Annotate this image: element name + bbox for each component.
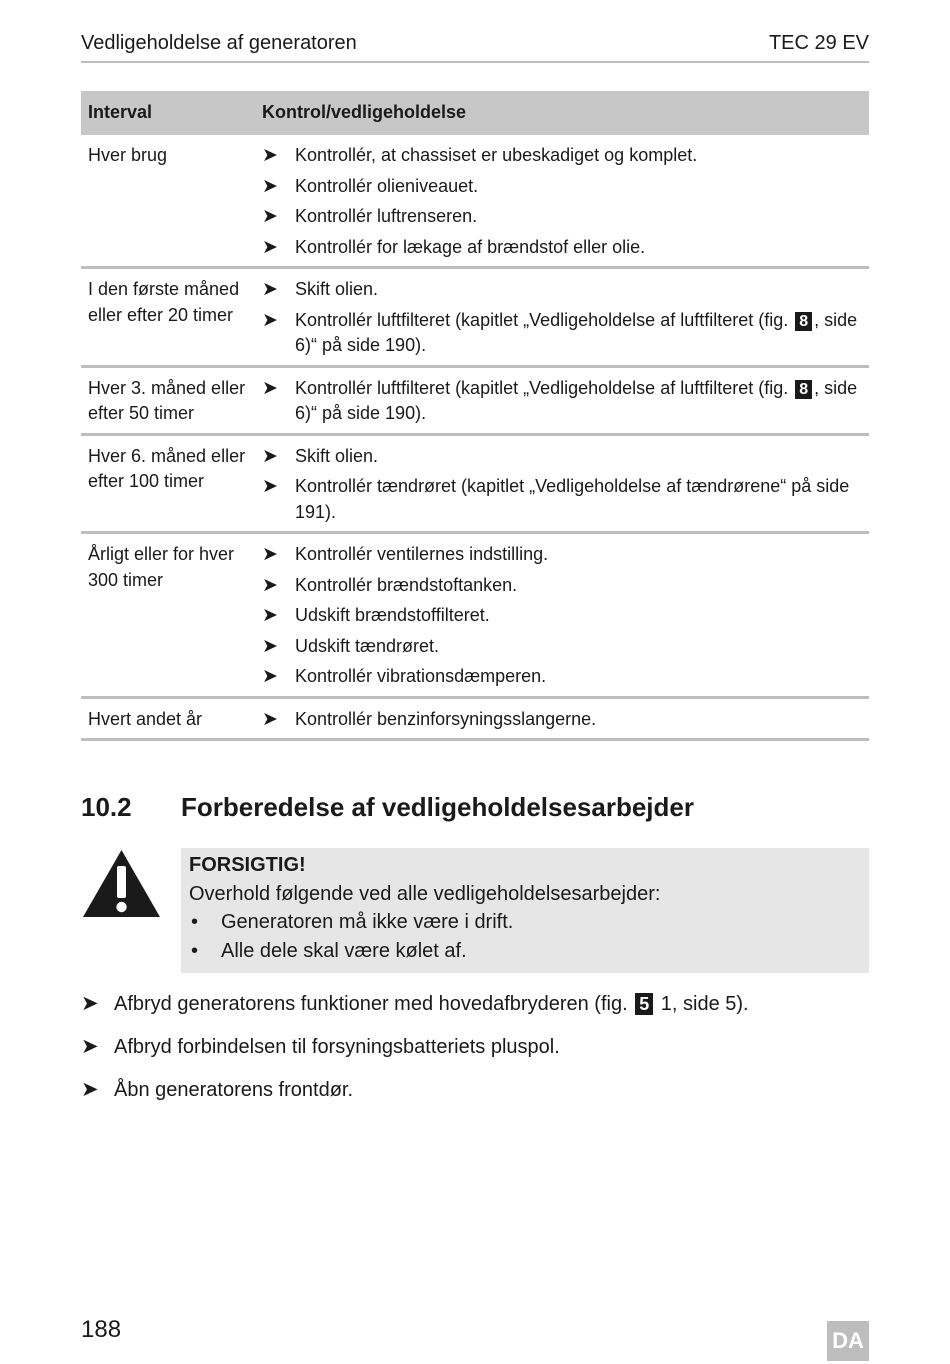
action-text: Kontrollér brændstoftanken.	[295, 574, 518, 595]
action-text: Skift olien.	[295, 445, 379, 466]
arrow-icon: ➤	[262, 605, 278, 626]
arrow-icon: ➤	[262, 279, 278, 300]
table-row	[81, 268, 869, 367]
arrow-icon: ➤	[262, 635, 278, 657]
action-cell	[248, 366, 869, 434]
arrow-icon: ➤	[262, 666, 278, 687]
action-text-continued: , side 6)“ på side 190).	[295, 377, 858, 423]
interval-cell: Hver 6. måned eller efter 100 timer	[81, 434, 248, 533]
action-text-continued: , side 6)“ på side 190).	[295, 309, 858, 355]
caution-bullet-text: Generatoren må ikke være i drift.	[221, 911, 514, 933]
action-cell	[248, 135, 869, 268]
action-item	[262, 174, 869, 200]
interval-cell: I den første måned eller efter 20 timer	[81, 268, 248, 367]
caution-title: FORSIGTIG!	[189, 854, 306, 876]
maintenance-table	[81, 91, 869, 741]
interval-cell: Hvert andet år	[81, 697, 248, 740]
column-header-action: Kontrol/vedligeholdelse	[248, 91, 869, 135]
page-number: 188	[81, 1316, 122, 1343]
language-badge: DA	[827, 1321, 869, 1361]
action-item	[262, 308, 869, 359]
action-item	[262, 707, 869, 733]
step-text: Afbryd forbindelsen til forsyningsbatteriets pluspol.	[114, 1036, 560, 1058]
step-item	[81, 1033, 869, 1076]
action-text: Kontrollér luftfilteret (kapitlet „Vedligeholdelse af luftfilteret (fig.	[295, 377, 794, 398]
arrow-icon: ➤	[81, 1035, 99, 1058]
action-list	[262, 707, 869, 733]
arrow-icon: ➤	[262, 708, 278, 730]
action-text: Kontrollér olieniveauet.	[295, 175, 479, 196]
step-item	[81, 1076, 869, 1119]
step-text: Afbryd generatorens funktioner med hovedafbryderen (fig.	[114, 993, 634, 1015]
section-title: Forberedelse af vedligeholdelsesarbejder	[181, 792, 694, 822]
caution-list	[189, 908, 869, 965]
arrow-icon: ➤	[262, 445, 278, 467]
page-header	[81, 30, 869, 63]
arrow-icon: ➤	[262, 574, 278, 596]
action-item	[262, 143, 869, 169]
arrow-icon: ➤	[262, 544, 278, 565]
interval-cell: Årligt eller for hver 300 timer	[81, 533, 248, 698]
action-text: Kontrollér luftfilteret (kapitlet „Vedligeholdelse af luftfilteret (fig.	[295, 309, 794, 330]
header-model: TEC 29 EV	[768, 32, 869, 54]
action-list	[262, 277, 869, 359]
action-list	[262, 376, 869, 427]
table-row	[81, 434, 869, 533]
action-cell	[248, 434, 869, 533]
action-cell	[248, 533, 869, 698]
action-list	[262, 542, 869, 690]
action-cell	[248, 697, 869, 740]
warning-triangle-icon	[81, 848, 162, 919]
action-list	[262, 143, 869, 260]
caution-bullet	[189, 937, 869, 966]
step-item	[81, 990, 869, 1033]
interval-cell: Hver 3. måned eller efter 50 timer	[81, 366, 248, 434]
action-item	[262, 542, 869, 568]
arrow-icon: ➤	[81, 1078, 99, 1101]
step-text-continued: 1, side 5).	[655, 993, 749, 1015]
caution-box	[181, 848, 869, 973]
header-section-title: Vedligeholdelse af generatoren	[81, 32, 357, 54]
arrow-icon: ➤	[262, 377, 278, 399]
arrow-icon: ➤	[262, 175, 278, 197]
figure-reference-badge: 5	[635, 993, 653, 1015]
step-text: Åbn generatorens frontdør.	[114, 1079, 354, 1101]
column-header-interval: Interval	[81, 91, 248, 135]
action-item	[262, 204, 869, 230]
caution-bullet-text: Alle dele skal være kølet af.	[221, 939, 467, 962]
action-list	[262, 444, 869, 526]
arrow-icon: ➤	[262, 236, 278, 258]
action-text: Kontrollér benzinforsyningsslangerne.	[295, 708, 597, 729]
action-text: Skift olien.	[295, 279, 379, 299]
action-item	[262, 634, 869, 660]
table-row	[81, 533, 869, 698]
caution-bullet	[189, 908, 869, 937]
arrow-icon: ➤	[262, 476, 278, 497]
action-text: Kontrollér for lækage af brændstof eller olie.	[295, 236, 646, 257]
action-text: Kontrollér vibrationsdæmperen.	[295, 666, 547, 686]
action-text: Kontrollér, at chassiset er ubeskadiget og komplet.	[295, 145, 698, 165]
section-number: 10.2	[81, 792, 132, 822]
action-item	[262, 603, 869, 629]
action-item	[262, 444, 869, 470]
table-body	[81, 135, 869, 740]
bullet-icon: •	[191, 939, 199, 962]
arrow-icon: ➤	[262, 309, 278, 331]
arrow-icon: ➤	[81, 992, 99, 1015]
action-text: Udskift tændrøret.	[295, 635, 440, 656]
table-row	[81, 366, 869, 434]
table-header-row	[81, 91, 869, 135]
action-cell	[248, 268, 869, 367]
action-item	[262, 235, 869, 261]
action-text: Kontrollér ventilernes indstilling.	[295, 544, 549, 564]
caution-intro: Overhold følgende ved alle vedligeholdelsesarbejder:	[189, 882, 661, 905]
table-row	[81, 697, 869, 740]
arrow-icon: ➤	[262, 206, 278, 227]
figure-reference-badge: 8	[795, 380, 812, 399]
figure-reference-badge: 8	[795, 312, 812, 331]
table-row	[81, 135, 869, 268]
action-item	[262, 664, 869, 690]
step-list	[81, 990, 869, 1119]
action-item	[262, 474, 869, 525]
interval-cell: Hver brug	[81, 135, 248, 268]
action-item	[262, 573, 869, 599]
action-item	[262, 277, 869, 303]
bullet-icon: •	[191, 911, 199, 933]
action-text: Kontrollér tændrøret (kapitlet „Vedligeholdelse af tændrørene“ på side 191).	[295, 476, 850, 522]
action-item	[262, 376, 869, 427]
arrow-icon: ➤	[262, 145, 278, 166]
action-text: Kontrollér luftrenseren.	[295, 206, 478, 226]
action-text: Udskift brændstoffilteret.	[295, 605, 490, 625]
